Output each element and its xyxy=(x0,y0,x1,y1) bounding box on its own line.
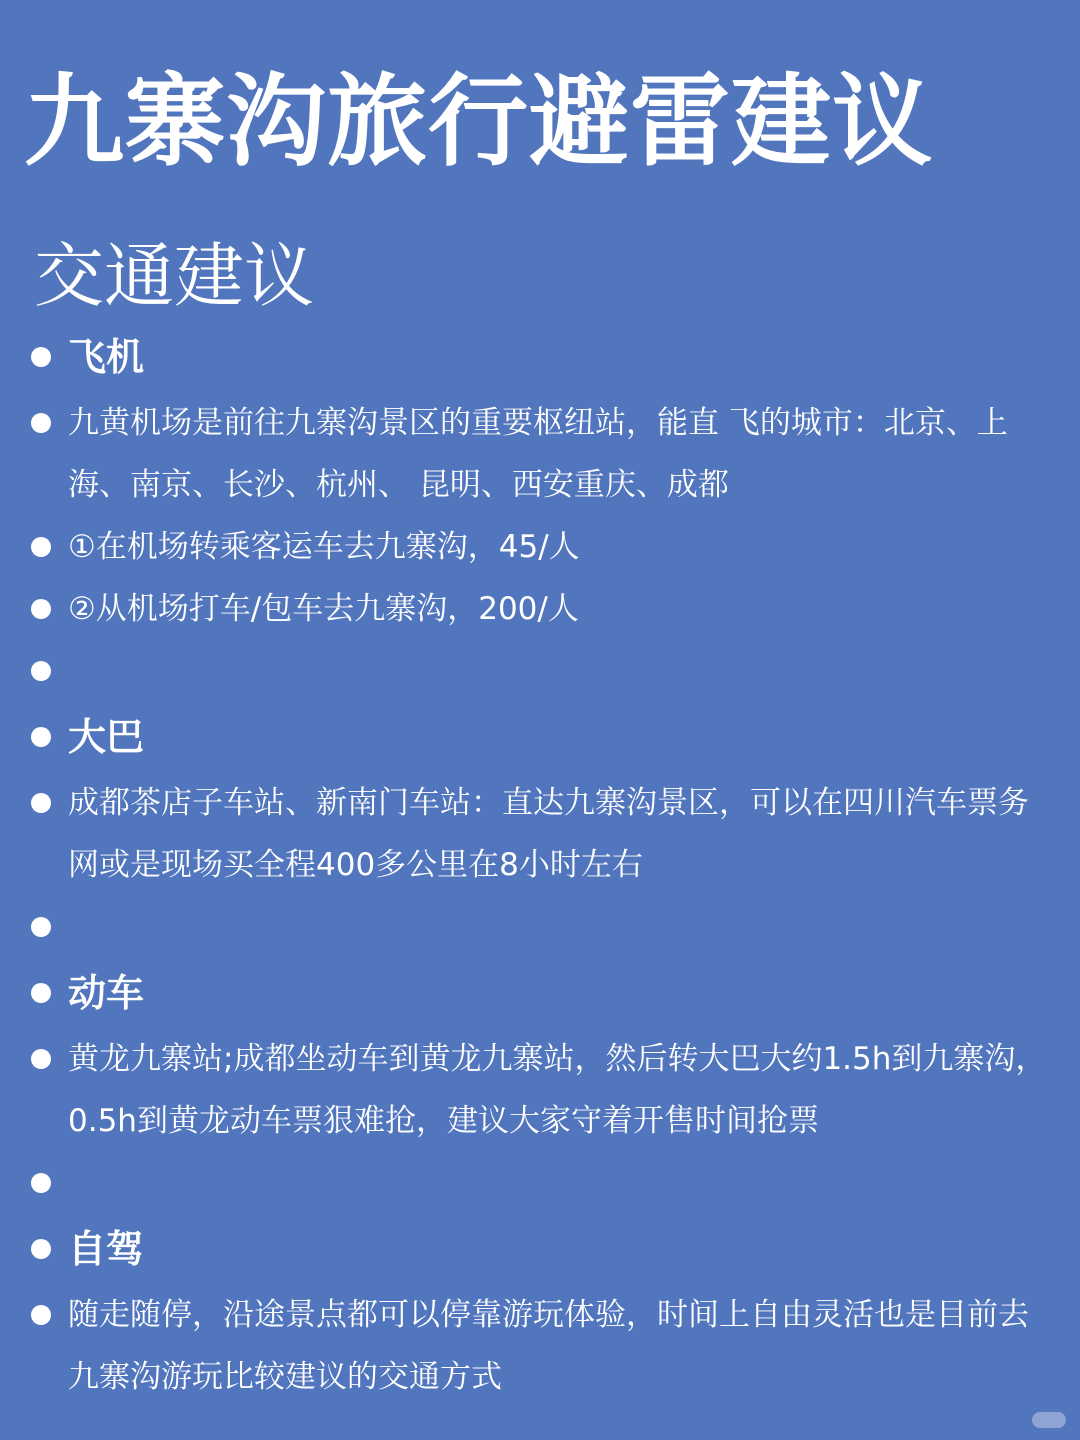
list-item-text: 随走随停，沿途景点都可以停靠游玩体验，时间上自由灵活也是目前去九寨沟游玩比较建议的交通方式 xyxy=(68,1297,1029,1395)
list-item-heading: 大巴 xyxy=(68,715,145,759)
list-item xyxy=(0,958,1080,1028)
list-item-heading: 飞机 xyxy=(68,335,145,379)
list-item-empty xyxy=(0,896,1080,958)
list-item xyxy=(0,578,1080,640)
list-item-empty xyxy=(0,1152,1080,1214)
list-item-heading: 自驾 xyxy=(68,1227,145,1271)
bullet-dot xyxy=(31,1305,51,1325)
bullet-dot xyxy=(31,983,51,1003)
list-item xyxy=(0,322,1080,392)
page-title: 九寨沟旅行避雷建议 xyxy=(24,63,933,180)
list-item-text: 成都茶店子车站、新南门车站：直达九寨沟景区，可以在四川汽车票务网或是现场买全程400多公里在8小时左右 xyxy=(68,785,1029,883)
bullet-dot xyxy=(31,917,51,937)
list-item xyxy=(0,516,1080,578)
list-item xyxy=(0,1214,1080,1284)
section-title: 交通建议 xyxy=(34,235,314,317)
bullet-dot xyxy=(31,347,51,367)
bullet-dot xyxy=(31,1173,51,1193)
bullet-dot xyxy=(31,793,51,813)
watermark-logo xyxy=(1032,1412,1066,1428)
bullet-list xyxy=(0,322,1080,1408)
bullet-dot xyxy=(31,537,51,557)
list-item-empty xyxy=(0,640,1080,702)
list-item xyxy=(0,772,1080,896)
bullet-dot xyxy=(31,661,51,681)
list-item-text: 黄龙九寨站;成都坐动车到黄龙九寨站，然后转大巴大约1.5h到九寨沟，0.5h到黄龙动车票狠难抢，建议大家守着开售时间抢票 xyxy=(68,1041,1047,1139)
list-item xyxy=(0,702,1080,772)
bullet-dot xyxy=(31,413,51,433)
bullet-dot xyxy=(31,727,51,747)
list-item xyxy=(0,1028,1080,1152)
list-item xyxy=(0,392,1080,516)
list-item-text: ②从机场打车/包车去九寨沟，200/人 xyxy=(68,591,579,627)
list-item-text: ①在机场转乘客运车去九寨沟，45/人 xyxy=(68,529,580,565)
list-item-heading: 动车 xyxy=(68,971,145,1015)
bullet-dot xyxy=(31,1049,51,1069)
bullet-dot xyxy=(31,1239,51,1259)
bullet-dot xyxy=(31,599,51,619)
list-item xyxy=(0,1284,1080,1408)
list-item-text: 九黄机场是前往九寨沟景区的重要枢纽站，能直 飞的城市：北京、上海、南京、长沙、杭州、 昆明、西安重庆、成都 xyxy=(68,405,1008,503)
